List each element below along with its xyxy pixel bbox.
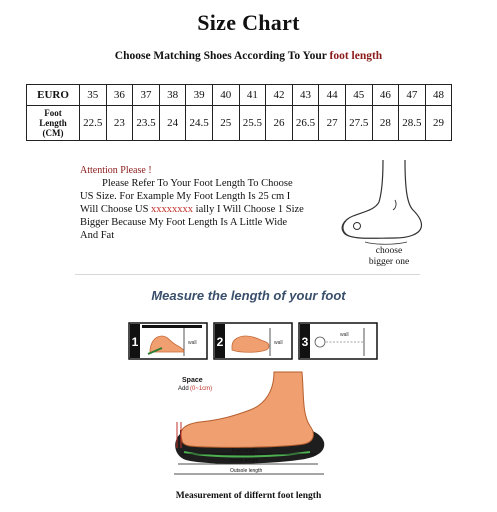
step-1-panel — [129, 323, 207, 359]
foot-length-header — [27, 106, 80, 141]
foot-length-cell: 27.5 — [345, 106, 372, 141]
foot-length-cell: 29 — [425, 106, 452, 141]
euro-size-cell: 39 — [186, 85, 213, 106]
subtitle-text: Choose Matching Shoes According To Your — [114, 50, 330, 62]
foot-length-cell: 27 — [319, 106, 346, 141]
foot-length-cell: 28 — [372, 106, 399, 141]
foot-length-cell: 26.5 — [292, 106, 319, 141]
outsole-length-label: Outsole length — [230, 468, 263, 474]
space-label: Space — [182, 377, 203, 384]
euro-size-cell: 41 — [239, 85, 266, 106]
wall-label: wall — [340, 332, 349, 338]
euro-size-cell: 37 — [133, 85, 160, 106]
foot-length-cell: 28.5 — [399, 106, 426, 141]
size-table — [26, 84, 452, 141]
euro-size-cell: 42 — [266, 85, 293, 106]
space-add-prefix: Add — [178, 386, 189, 392]
subtitle-highlight: foot length — [329, 50, 383, 62]
choose-bigger-label: choose bigger one — [368, 246, 410, 267]
redacted-size: xxxxxxxx — [151, 204, 194, 215]
euro-size-cell: 48 — [425, 85, 452, 106]
measure-title: Measure the length of your foot — [151, 288, 346, 303]
attention-line: Will Choose US xxxxxxxx ially I Will Choose 1 Size — [80, 204, 304, 215]
euro-size-cell: 36 — [106, 85, 133, 106]
attention-note — [80, 164, 350, 242]
euro-size-cell: 46 — [372, 85, 399, 106]
foot-length-label: Foot length — [232, 448, 258, 454]
diagram-caption: Measurement of differnt foot length — [175, 491, 322, 501]
space-add-value: (0~1cm) — [190, 386, 213, 392]
foot-length-cell: 22.5 — [80, 106, 107, 141]
step-3-panel — [299, 323, 377, 359]
foot-length-cell: 25 — [212, 106, 239, 141]
attention-heading: Attention Please ! — [80, 165, 152, 176]
insole-length-label: Insole length — [230, 458, 259, 464]
attention-line: Bigger Because My Foot Length Is A Little Wide — [80, 217, 288, 228]
attention-line: US Size. For Example My Foot Length Is 25 cm I — [80, 191, 291, 202]
euro-header: EURO — [27, 85, 80, 106]
step-number: 3 — [301, 335, 309, 349]
foot-length-cell: 26 — [266, 106, 293, 141]
measurement-steps — [128, 322, 378, 360]
euro-size-cell: 47 — [399, 85, 426, 106]
subtitle — [0, 50, 497, 62]
euro-size-cell: 43 — [292, 85, 319, 106]
euro-row — [27, 85, 452, 106]
foot-length-cell: 23.5 — [133, 106, 160, 141]
header-line: Foot — [44, 108, 62, 118]
section-divider — [75, 274, 420, 275]
euro-size-cell: 38 — [159, 85, 186, 106]
wall-label: wall — [188, 340, 197, 346]
foot-in-shoe-diagram — [170, 368, 330, 480]
euro-size-cell: 35 — [80, 85, 107, 106]
foot-length-cell: 23 — [106, 106, 133, 141]
wall-label: wall — [274, 340, 283, 346]
foot-length-cell: 24 — [159, 106, 186, 141]
attention-line: Please Refer To Your Foot Length To Choose — [102, 178, 293, 189]
foot-length-cell: 24.5 — [186, 106, 213, 141]
foot-length-row — [27, 106, 452, 141]
page-title: Size Chart — [197, 10, 300, 35]
attention-line: And Fat — [80, 230, 115, 241]
step-number: 2 — [216, 335, 224, 349]
step-number: 1 — [131, 335, 139, 349]
header-line: (CM) — [42, 128, 64, 138]
euro-size-cell: 45 — [345, 85, 372, 106]
header-line: Length — [39, 118, 67, 128]
foot-length-cell: 25.5 — [239, 106, 266, 141]
step-2-panel — [214, 323, 292, 359]
foot-sketch-icon — [335, 158, 430, 248]
euro-size-cell: 44 — [319, 85, 346, 106]
euro-size-cell: 40 — [212, 85, 239, 106]
